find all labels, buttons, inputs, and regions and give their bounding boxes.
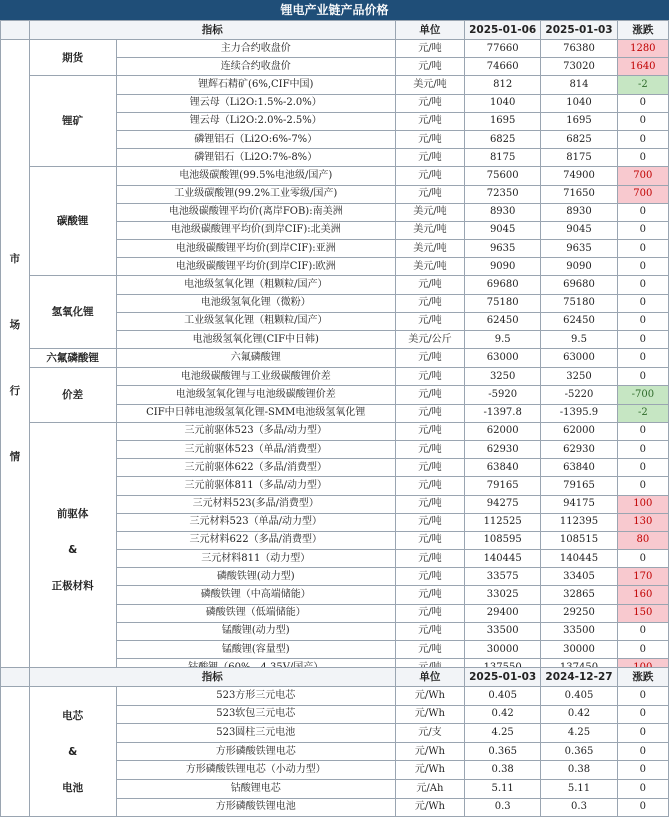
change-value: 80 bbox=[617, 531, 668, 549]
item-name: 电池级氢氧化锂（粗颗粒/国产） bbox=[116, 276, 395, 294]
value-date2: 0.38 bbox=[541, 761, 617, 780]
table-row bbox=[1, 40, 669, 58]
value-date2: -1395.9 bbox=[541, 404, 617, 422]
item-unit: 美元/吨 bbox=[395, 221, 464, 239]
change-value: 0 bbox=[617, 240, 668, 258]
item-name: 锰酸锂(容量型) bbox=[116, 641, 395, 659]
value-date1: 0.3 bbox=[465, 798, 541, 817]
side-label: 市 场 行 情 bbox=[1, 40, 30, 677]
item-unit: 元/吨 bbox=[395, 368, 464, 386]
item-name: 523圆柱三元电池 bbox=[116, 724, 395, 743]
change-value: 0 bbox=[617, 130, 668, 148]
value-date1: 812 bbox=[465, 76, 541, 94]
header-date2: 2024-12-27 bbox=[541, 668, 617, 687]
value-date2: 0.405 bbox=[541, 687, 617, 706]
change-value: -700 bbox=[617, 386, 668, 404]
value-date2: 0.42 bbox=[541, 705, 617, 724]
table-row bbox=[1, 368, 669, 386]
table-row bbox=[1, 422, 669, 440]
change-value: 0 bbox=[617, 331, 668, 349]
value-date1: 4.25 bbox=[465, 724, 541, 743]
item-name: 磷酸铁锂（低端储能） bbox=[116, 604, 395, 622]
value-date2: 9090 bbox=[541, 258, 617, 276]
item-unit: 元/Wh bbox=[395, 798, 464, 817]
change-value: 700 bbox=[617, 185, 668, 203]
item-unit: 元/吨 bbox=[395, 477, 464, 495]
change-value: 0 bbox=[617, 622, 668, 640]
header-unit: 单位 bbox=[395, 21, 464, 40]
value-date2: 6825 bbox=[541, 130, 617, 148]
value-date1: 0.405 bbox=[465, 687, 541, 706]
group-label: 锂矿 bbox=[29, 76, 116, 167]
item-name: 主力合约收盘价 bbox=[116, 40, 395, 58]
item-name: 磷酸铁锂（中高端储能） bbox=[116, 586, 395, 604]
item-name: 523方形三元电芯 bbox=[116, 687, 395, 706]
item-unit: 美元/吨 bbox=[395, 258, 464, 276]
item-name: 电池级碳酸锂(99.5%电池级/国产) bbox=[116, 167, 395, 185]
value-date2: 8930 bbox=[541, 203, 617, 221]
value-date2: 9.5 bbox=[541, 331, 617, 349]
value-date1: 9.5 bbox=[465, 331, 541, 349]
value-date1: 9635 bbox=[465, 240, 541, 258]
value-date1: 112525 bbox=[465, 513, 541, 531]
item-name: 锰酸锂(动力型) bbox=[116, 622, 395, 640]
group-label: 碳酸锂 bbox=[29, 167, 116, 276]
value-date1: 6825 bbox=[465, 130, 541, 148]
change-value: 0 bbox=[617, 349, 668, 368]
table-row bbox=[1, 349, 669, 368]
item-name: 连续合约收盘价 bbox=[116, 58, 395, 76]
value-date2: 0.3 bbox=[541, 798, 617, 817]
value-date1: 72350 bbox=[465, 185, 541, 203]
item-name: 磷锂铝石（Li2O:7%-8%） bbox=[116, 149, 395, 167]
value-date2: 94175 bbox=[541, 495, 617, 513]
group-label: 氢氧化锂 bbox=[29, 276, 116, 349]
item-unit: 元/吨 bbox=[395, 531, 464, 549]
value-date1: 75600 bbox=[465, 167, 541, 185]
value-date2: 9045 bbox=[541, 221, 617, 239]
change-value: 0 bbox=[617, 312, 668, 330]
value-date1: -1397.8 bbox=[465, 404, 541, 422]
item-name: 钴酸锂电芯 bbox=[116, 779, 395, 798]
change-value: 1640 bbox=[617, 58, 668, 76]
change-value: 1280 bbox=[617, 40, 668, 58]
table-header-row bbox=[1, 21, 669, 40]
item-name: 电池级碳酸锂平均价(到岸CIF):欧洲 bbox=[116, 258, 395, 276]
change-value: 0 bbox=[617, 258, 668, 276]
value-date1: 69680 bbox=[465, 276, 541, 294]
value-date1: 63840 bbox=[465, 459, 541, 477]
change-value: 0 bbox=[617, 641, 668, 659]
value-date1: 29400 bbox=[465, 604, 541, 622]
value-date1: 62450 bbox=[465, 312, 541, 330]
value-date2: 62930 bbox=[541, 440, 617, 458]
header-indicator: 指标 bbox=[29, 668, 395, 687]
value-date1: 140445 bbox=[465, 550, 541, 568]
value-date1: 33025 bbox=[465, 586, 541, 604]
value-date1: 8175 bbox=[465, 149, 541, 167]
change-value: 0 bbox=[617, 724, 668, 743]
change-value: 0 bbox=[617, 294, 668, 312]
item-unit: 元/吨 bbox=[395, 40, 464, 58]
value-date1: 62930 bbox=[465, 440, 541, 458]
value-date2: 30000 bbox=[541, 641, 617, 659]
value-date1: 1695 bbox=[465, 112, 541, 130]
item-unit: 元/Ah bbox=[395, 779, 464, 798]
change-value: 0 bbox=[617, 687, 668, 706]
item-unit: 元/吨 bbox=[395, 495, 464, 513]
value-date2: 1040 bbox=[541, 94, 617, 112]
group-label: 电芯 & 电池 bbox=[29, 687, 116, 817]
value-date1: 9090 bbox=[465, 258, 541, 276]
change-value: 170 bbox=[617, 568, 668, 586]
item-unit: 美元/吨 bbox=[395, 240, 464, 258]
value-date1: 63000 bbox=[465, 349, 541, 368]
item-unit: 元/吨 bbox=[395, 604, 464, 622]
item-unit: 元/吨 bbox=[395, 94, 464, 112]
header-date2: 2025-01-03 bbox=[541, 21, 617, 40]
change-value: 0 bbox=[617, 149, 668, 167]
item-name: 电池级碳酸锂与工业级碳酸锂价差 bbox=[116, 368, 395, 386]
change-value: 100 bbox=[617, 495, 668, 513]
item-unit: 元/吨 bbox=[395, 404, 464, 422]
change-value: -2 bbox=[617, 404, 668, 422]
value-date2: 1695 bbox=[541, 112, 617, 130]
value-date1: 5.11 bbox=[465, 779, 541, 798]
table-header-row bbox=[1, 668, 669, 687]
item-unit: 元/Wh bbox=[395, 761, 464, 780]
item-unit: 元/Wh bbox=[395, 742, 464, 761]
item-unit: 元/吨 bbox=[395, 641, 464, 659]
value-date1: 94275 bbox=[465, 495, 541, 513]
table-row bbox=[1, 687, 669, 706]
item-name: 电池级碳酸锂平均价(离岸FOB):南美洲 bbox=[116, 203, 395, 221]
value-date2: 62450 bbox=[541, 312, 617, 330]
change-value: 0 bbox=[617, 798, 668, 817]
value-date2: 33500 bbox=[541, 622, 617, 640]
value-date2: 108515 bbox=[541, 531, 617, 549]
value-date1: 30000 bbox=[465, 641, 541, 659]
item-unit: 元/吨 bbox=[395, 586, 464, 604]
item-name: 锂云母（Li2O:2.0%-2.5%） bbox=[116, 112, 395, 130]
header-indicator: 指标 bbox=[29, 21, 395, 40]
item-unit: 元/吨 bbox=[395, 294, 464, 312]
change-value: 0 bbox=[617, 368, 668, 386]
item-unit: 元/支 bbox=[395, 724, 464, 743]
value-date2: 5.11 bbox=[541, 779, 617, 798]
item-unit: 元/吨 bbox=[395, 185, 464, 203]
item-unit: 元/吨 bbox=[395, 349, 464, 368]
value-date1: 79165 bbox=[465, 477, 541, 495]
change-value: 0 bbox=[617, 94, 668, 112]
item-name: 工业级氢氧化锂（粗颗粒/国产） bbox=[116, 312, 395, 330]
item-unit: 元/吨 bbox=[395, 58, 464, 76]
group-label: 前驱体 & 正极材料 bbox=[29, 422, 116, 677]
item-name: 三元前驱体622（多晶/消费型） bbox=[116, 459, 395, 477]
item-name: 工业级碳酸锂(99.2%工业零级/国产) bbox=[116, 185, 395, 203]
value-date2: 75180 bbox=[541, 294, 617, 312]
value-date2: 74900 bbox=[541, 167, 617, 185]
item-unit: 元/吨 bbox=[395, 149, 464, 167]
header-date1: 2025-01-03 bbox=[465, 668, 541, 687]
item-name: 方形磷酸铁锂电芯 bbox=[116, 742, 395, 761]
item-name: 三元材料523(多晶/消费型） bbox=[116, 495, 395, 513]
item-name: 电池级氢氧化锂（微粉） bbox=[116, 294, 395, 312]
change-value: -2 bbox=[617, 76, 668, 94]
item-name: 六氟磷酸锂 bbox=[116, 349, 395, 368]
value-date2: 140445 bbox=[541, 550, 617, 568]
value-date2: 814 bbox=[541, 76, 617, 94]
item-name: 方形磷酸铁锂电芯（小动力型） bbox=[116, 761, 395, 780]
header-spacer bbox=[1, 668, 30, 687]
value-date1: 8930 bbox=[465, 203, 541, 221]
value-date2: 63840 bbox=[541, 459, 617, 477]
item-name: 三元前驱体523（单晶/消费型） bbox=[116, 440, 395, 458]
value-date2: 112395 bbox=[541, 513, 617, 531]
change-value: 700 bbox=[617, 167, 668, 185]
item-unit: 元/吨 bbox=[395, 440, 464, 458]
item-name: 磷锂铝石（Li2O:6%-7%） bbox=[116, 130, 395, 148]
value-date1: 33500 bbox=[465, 622, 541, 640]
value-date1: 9045 bbox=[465, 221, 541, 239]
change-value: 0 bbox=[617, 112, 668, 130]
item-unit: 元/吨 bbox=[395, 422, 464, 440]
value-date1: 0.42 bbox=[465, 705, 541, 724]
item-unit: 元/吨 bbox=[395, 513, 464, 531]
item-unit: 元/吨 bbox=[395, 276, 464, 294]
item-name: 锂云母（Li2O:1.5%-2.0%） bbox=[116, 94, 395, 112]
item-unit: 元/吨 bbox=[395, 459, 464, 477]
value-date1: 1040 bbox=[465, 94, 541, 112]
table-row bbox=[1, 276, 669, 294]
change-value: 0 bbox=[617, 705, 668, 724]
value-date2: 29250 bbox=[541, 604, 617, 622]
change-value: 0 bbox=[617, 440, 668, 458]
value-date1: 74660 bbox=[465, 58, 541, 76]
value-date2: 73020 bbox=[541, 58, 617, 76]
value-date1: 62000 bbox=[465, 422, 541, 440]
item-unit: 元/Wh bbox=[395, 687, 464, 706]
item-unit: 元/吨 bbox=[395, 550, 464, 568]
change-value: 160 bbox=[617, 586, 668, 604]
change-value: 0 bbox=[617, 459, 668, 477]
change-value: 0 bbox=[617, 761, 668, 780]
item-name: 523软包三元电芯 bbox=[116, 705, 395, 724]
value-date1: 75180 bbox=[465, 294, 541, 312]
item-unit: 美元/公斤 bbox=[395, 331, 464, 349]
group-label: 价差 bbox=[29, 368, 116, 423]
item-unit: 美元/吨 bbox=[395, 203, 464, 221]
item-name: 三元前驱体523（多晶/动力型） bbox=[116, 422, 395, 440]
change-value: 0 bbox=[617, 550, 668, 568]
item-name: 电池级氢氧化锂(CIF中日韩) bbox=[116, 331, 395, 349]
change-value: 150 bbox=[617, 604, 668, 622]
value-date2: 4.25 bbox=[541, 724, 617, 743]
item-name: CIF中日韩电池级氢氧化锂-SMM电池级氢氧化锂 bbox=[116, 404, 395, 422]
change-value: 0 bbox=[617, 779, 668, 798]
table-row bbox=[1, 167, 669, 185]
item-unit: 元/吨 bbox=[395, 568, 464, 586]
item-name: 三元材料622（多晶/消费型） bbox=[116, 531, 395, 549]
value-date2: 71650 bbox=[541, 185, 617, 203]
item-name: 三元材料523（单晶/动力型） bbox=[116, 513, 395, 531]
item-name: 磷酸铁锂(动力型) bbox=[116, 568, 395, 586]
page-title: 锂电产业链产品价格 bbox=[0, 0, 669, 20]
item-unit: 元/吨 bbox=[395, 386, 464, 404]
item-name: 电池级碳酸锂平均价(到岸CIF):亚洲 bbox=[116, 240, 395, 258]
value-date2: 9635 bbox=[541, 240, 617, 258]
market-price-table bbox=[0, 20, 669, 677]
side-label bbox=[1, 687, 30, 817]
value-date2: 63000 bbox=[541, 349, 617, 368]
header-unit: 单位 bbox=[395, 668, 464, 687]
value-date2: -5220 bbox=[541, 386, 617, 404]
value-date2: 79165 bbox=[541, 477, 617, 495]
value-date1: -5920 bbox=[465, 386, 541, 404]
value-date1: 0.38 bbox=[465, 761, 541, 780]
change-value: 0 bbox=[617, 422, 668, 440]
change-value: 130 bbox=[617, 513, 668, 531]
change-value: 0 bbox=[617, 276, 668, 294]
value-date1: 108595 bbox=[465, 531, 541, 549]
value-date2: 32865 bbox=[541, 586, 617, 604]
item-unit: 元/吨 bbox=[395, 130, 464, 148]
item-name: 电池级氢氧化锂与电池级碳酸锂价差 bbox=[116, 386, 395, 404]
change-value: 0 bbox=[617, 203, 668, 221]
battery-price-table bbox=[0, 667, 669, 817]
header-spacer bbox=[1, 21, 30, 40]
item-unit: 元/吨 bbox=[395, 167, 464, 185]
item-unit: 元/Wh bbox=[395, 705, 464, 724]
value-date2: 8175 bbox=[541, 149, 617, 167]
value-date1: 0.365 bbox=[465, 742, 541, 761]
change-value: 0 bbox=[617, 742, 668, 761]
value-date2: 76380 bbox=[541, 40, 617, 58]
item-name: 方形磷酸铁锂电池 bbox=[116, 798, 395, 817]
value-date2: 33405 bbox=[541, 568, 617, 586]
header-date1: 2025-01-06 bbox=[465, 21, 541, 40]
table-row bbox=[1, 76, 669, 94]
change-value: 0 bbox=[617, 477, 668, 495]
value-date2: 3250 bbox=[541, 368, 617, 386]
item-unit: 美元/吨 bbox=[395, 76, 464, 94]
value-date1: 33575 bbox=[465, 568, 541, 586]
value-date1: 3250 bbox=[465, 368, 541, 386]
item-name: 电池级碳酸锂平均价(到岸CIF):北美洲 bbox=[116, 221, 395, 239]
value-date1: 77660 bbox=[465, 40, 541, 58]
item-name: 锂辉石精矿(6%,CIF中国) bbox=[116, 76, 395, 94]
item-unit: 元/吨 bbox=[395, 312, 464, 330]
group-label: 期货 bbox=[29, 40, 116, 76]
group-label: 六氟磷酸锂 bbox=[29, 349, 116, 368]
item-unit: 元/吨 bbox=[395, 622, 464, 640]
header-change: 涨跌 bbox=[617, 21, 668, 40]
item-name: 三元材料811（动力型） bbox=[116, 550, 395, 568]
item-unit: 元/吨 bbox=[395, 112, 464, 130]
value-date2: 0.365 bbox=[541, 742, 617, 761]
header-change: 涨跌 bbox=[617, 668, 668, 687]
item-name: 三元前驱体811（多晶/动力型） bbox=[116, 477, 395, 495]
change-value: 0 bbox=[617, 221, 668, 239]
value-date2: 62000 bbox=[541, 422, 617, 440]
value-date2: 69680 bbox=[541, 276, 617, 294]
